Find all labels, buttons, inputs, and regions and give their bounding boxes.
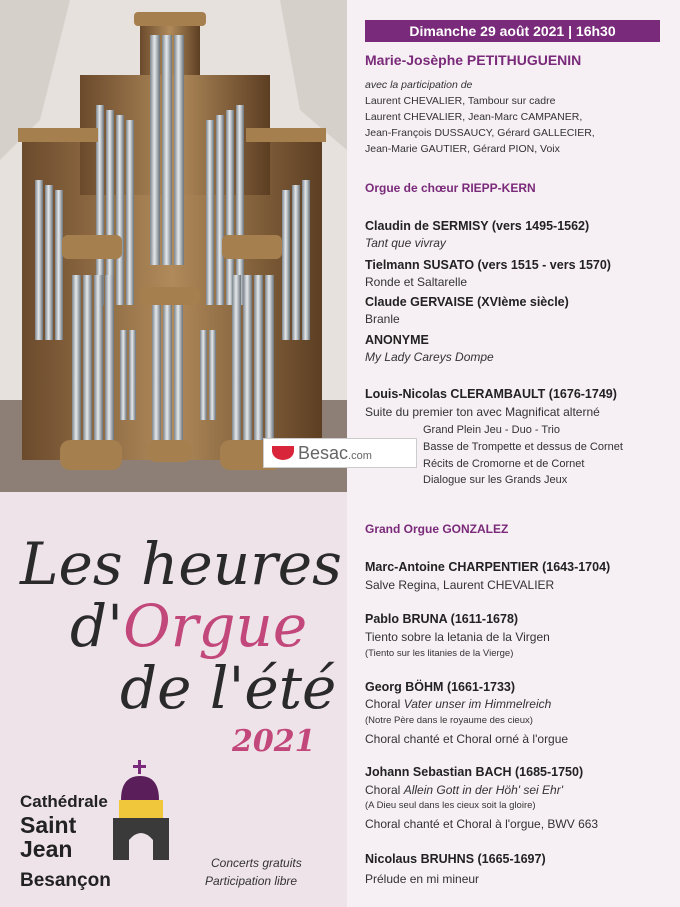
title-line-3: de l'été xyxy=(120,654,337,722)
work-detail: Choral chanté et Choral à l'orgue, BWV 663 xyxy=(365,817,599,831)
venue-line-1: Cathédrale xyxy=(20,792,108,811)
suite-movement: Récits de Cromorne et de Cornet xyxy=(423,458,585,470)
title-orgue: Orgue xyxy=(123,592,308,660)
free-concerts-note: Concerts gratuits xyxy=(211,856,302,870)
composer: Marc-Antoine CHARPENTIER (1643-1704) xyxy=(365,560,611,574)
work: Tant que vivray xyxy=(365,236,446,250)
participation-line: Laurent CHEVALIER, Jean-Marc CAMPANER, xyxy=(365,111,583,123)
besac-watermark xyxy=(263,438,417,468)
work: Tiento sobre la letania de la Virgen xyxy=(365,630,550,644)
participation-intro: avec la participation de xyxy=(365,79,473,91)
cathedral-icon xyxy=(113,760,169,860)
work: Branle xyxy=(365,312,400,326)
work: Choral Vater unser im Himmelreich xyxy=(365,697,552,711)
besac-logo-icon xyxy=(272,446,294,460)
work: My Lady Careys Dompe xyxy=(365,350,494,364)
translation-note: (A Dieu seul dans les cieux soit la gloire) xyxy=(365,800,536,811)
work-title: Vater unser im Himmelreich xyxy=(403,697,552,711)
composer: Claude GERVAISE (XVIème siècle) xyxy=(365,295,569,309)
work-title: Allein Gott in der Höh' sei Ehr' xyxy=(403,783,564,797)
venue-line-2: Saint xyxy=(20,812,77,838)
title-d-prefix: d' xyxy=(70,592,124,660)
date-bar: Dimanche 29 août 2021 | 16h30 xyxy=(365,20,660,42)
work: Ronde et Saltarelle xyxy=(365,275,468,289)
composer: Pablo BRUNA (1611-1678) xyxy=(365,612,519,626)
organ-photo xyxy=(0,0,347,492)
section-choir-organ: Orgue de chœur RIEPP-KERN xyxy=(365,181,536,195)
composer: Tielmann SUSATO (vers 1515 - vers 1570) xyxy=(365,258,611,272)
work: Suite du premier ton avec Magnificat alterné xyxy=(365,405,600,419)
work: Choral Allein Gott in der Höh' sei Ehr' xyxy=(365,783,564,797)
participation-line: Jean-François DUSSAUCY, Gérard GALLECIER, xyxy=(365,127,595,139)
participation-line: Laurent CHEVALIER, Tambour sur cadre xyxy=(365,95,556,107)
besac-wordmark: Besac.com xyxy=(298,442,372,463)
translation-note: (Tiento sur les litanies de la Vierge) xyxy=(365,648,514,659)
suite-movement: Basse de Trompette et dessus de Cornet xyxy=(423,441,623,453)
suite-movement: Grand Plein Jeu - Duo - Trio xyxy=(423,424,560,436)
composer: Louis-Nicolas CLERAMBAULT (1676-1749) xyxy=(365,387,617,401)
work: Prélude en mi mineur xyxy=(365,872,480,886)
title-year: 2021 xyxy=(232,724,316,759)
translation-note: (Notre Père dans le royaume des cieux) xyxy=(365,715,533,726)
title-line-1: Les heures xyxy=(20,530,342,598)
composer: Nicolaus BRUHNS (1665-1697) xyxy=(365,852,546,866)
composer: Johann Sebastian BACH (1685-1750) xyxy=(365,765,584,779)
suite-movement: Dialogue sur les Grands Jeux xyxy=(423,474,568,486)
performer-name: Marie-Josèphe PETITHUGUENIN xyxy=(365,52,582,68)
composer: Georg BÖHM (1661-1733) xyxy=(365,680,516,694)
section-great-organ: Grand Orgue GONZALEZ xyxy=(365,522,509,536)
work: Salve Regina, Laurent CHEVALIER xyxy=(365,578,555,592)
venue-line-4: Besançon xyxy=(20,870,111,891)
venue-line-3: Jean xyxy=(20,836,73,862)
title-line-2 xyxy=(70,592,307,660)
participation-note: Participation libre xyxy=(205,874,298,888)
participation-line: Jean-Marie GAUTIER, Gérard PION, Voix xyxy=(365,143,560,155)
work-detail: Choral chanté et Choral orné à l'orgue xyxy=(365,732,569,746)
composer: Claudin de SERMISY (vers 1495-1562) xyxy=(365,219,590,233)
composer: ANONYME xyxy=(365,333,429,347)
